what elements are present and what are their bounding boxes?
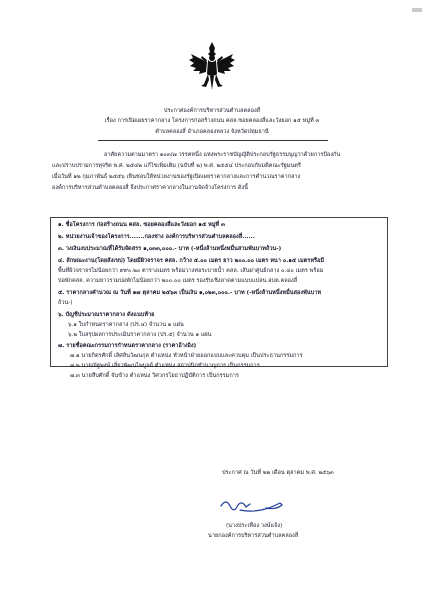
body-line-4: องค์การบริหารส่วนตำบลคลองสี่ จึงประกาศราคากลางในงานจัดจ้างโครงการ ดังนี้ — [52, 185, 248, 191]
item-6-estimate-list: ๖. บัญชีประมาณราคากลาง ดังแนบท้าย — [58, 312, 155, 318]
item-6-1: ๖.๑ ใบกำหนดราคากลาง (ปร.๔) จำนวน ๑ แผ่น — [68, 322, 184, 328]
announce-date: ประกาศ ณ วันที่ ๒๒ เดือน ตุลาคม พ.ศ. ๒๕๖๓ — [222, 470, 334, 476]
org-title: ประกาศองค์การบริหารส่วนตำบลคลองสี่ — [163, 108, 261, 114]
corner-mark — [412, 8, 422, 12]
divider — [98, 140, 328, 141]
body-line-1: อาศัยความตามมาตรา ๑๐๓/๗ วรรคหนึ่ง แห่งพระราชบัญญัติประกอบรัฐธรรมนูญว่าด้วยการป้องกัน — [104, 152, 341, 158]
signer-title: นายกองค์การบริหารส่วนตำบลคลองสี่ — [208, 533, 299, 539]
signature-graphic — [218, 496, 288, 516]
signer-name: (นางประเทือง วงษ์แจ้ง) — [226, 523, 283, 529]
subject-line: เรื่อง การเปิดเผยราคากลาง โครงการก่อสร้างถนน คสล.ซอยคลองสี่และวังยอก ๑๕ หมู่ที่ ๓ — [104, 118, 320, 124]
location-line: ตำบลคลองสี่ อำเภอคลองหลวง จังหวัดปทุมธานี — [155, 129, 269, 135]
item-6-2: ๖.๒ ใบสรุปผลการประเมินราคากลาง (ปร.๕) จำนวน ๑ แผ่น — [68, 332, 212, 338]
body-line-3: เมื่อวันที่ ๑๒ กุมภาพันธ์ ๒๕๕๖ เห็นชอบให้หน่วยงานของรัฐเปิดเผยราคากลางและการคำนวณราคากลาง — [52, 174, 301, 180]
item-5-median-price-cont: ถ้วน-) — [58, 300, 73, 306]
garuda-emblem-icon — [187, 40, 237, 94]
item-7-committee: ๗. รายชื่อคณะกรรมการกำหนดราคากลาง (ราคาอ้างอิง) — [58, 343, 197, 349]
item-2-agency: ๒. หน่วยงานเจ้าของโครงการ.......กองช่าง องค์การบริหารส่วนตำบลคลองสี่...... — [58, 234, 255, 240]
item-4-description-cont: พื้นที่ผิวจราจรไม่น้อยกว่า ๙๙๐.๒๐ ตารางเมตร พร้อมวางท่อระบายน้ำ คสล. เส้นผ่าศูนย์กลาง ๐.๔๐ เมตร พร้อม — [58, 268, 324, 274]
item-3-budget: ๓. วงเงินงบประมาณที่ได้รับจัดสรร ๑,๐๓๓,๐๐๐.- บาท (-หนึ่งล้านหนึ่งหมื่นสามพันบาทถ้วน-) — [58, 246, 282, 252]
item-4-description-end: บ่อพักคสล. ความยาวรวมบ่อพักไม่น้อยกว่า ๒๐๐.๐๐ เมตร รองรับเชิงลาดตามแบบแปลน อบต.คลองสี่ — [58, 278, 298, 284]
committee-member-1: ๗.๑ นายกิตรศักดิ์ เลิศสินวัฒนกุล ตำแหน่ง หัวหน้าฝ่ายออกแบบและควบคุม เป็นประธานกรรมการ — [70, 353, 303, 359]
item-1-project-name: ๑. ชื่อโครงการ ก่อสร้างถนน คสล. ซอยคลองสี่และวังยอก ๑๕ หมู่ที่ ๓ — [58, 222, 225, 228]
item-4-description: ๔. ลักษณะงาน(โดยสังเขป) โดยมีผิวจราจร คสล. กว้าง ๕.๐๐ เมตร ยาว ๒๐๐.๐๐ เมตร หนา ๐.๑๕ เมตรหรือมี — [58, 258, 325, 264]
committee-member-3: ๗.๓ นายสืบศักดิ์ จันข้าง ตำแหน่ง วิศวกรโยธาปฏิบัติการ เป็นกรรมการ — [70, 373, 239, 379]
body-line-2: และปราบปรามการทุจริต พ.ศ. ๒๕๔๒ แก้ไขเพิ่มเติม (ฉบับที่ ๒) พ.ศ. ๒๕๕๔ ประกอบกับมติคณะรัฐมนตรี — [52, 163, 301, 169]
committee-member-2: ๗.๒ นายณัฐพงษ์ เลี่ยวพัฒนไพบูลย์ ตำแหน่ง สถาปนิกชำนาญการ เป็นกรรมการ — [70, 363, 260, 369]
item-5-median-price: ๕. ราคากลางคำนวณ ณ วันที่ ๑๗ ตุลาคม ๒๕๖๓ เป็นเงิน ๑,๐๒๓,๐๐๐.- บาท (-หนึ่งล้านหนึ่งหมื่นสองพันบาท — [58, 290, 322, 296]
